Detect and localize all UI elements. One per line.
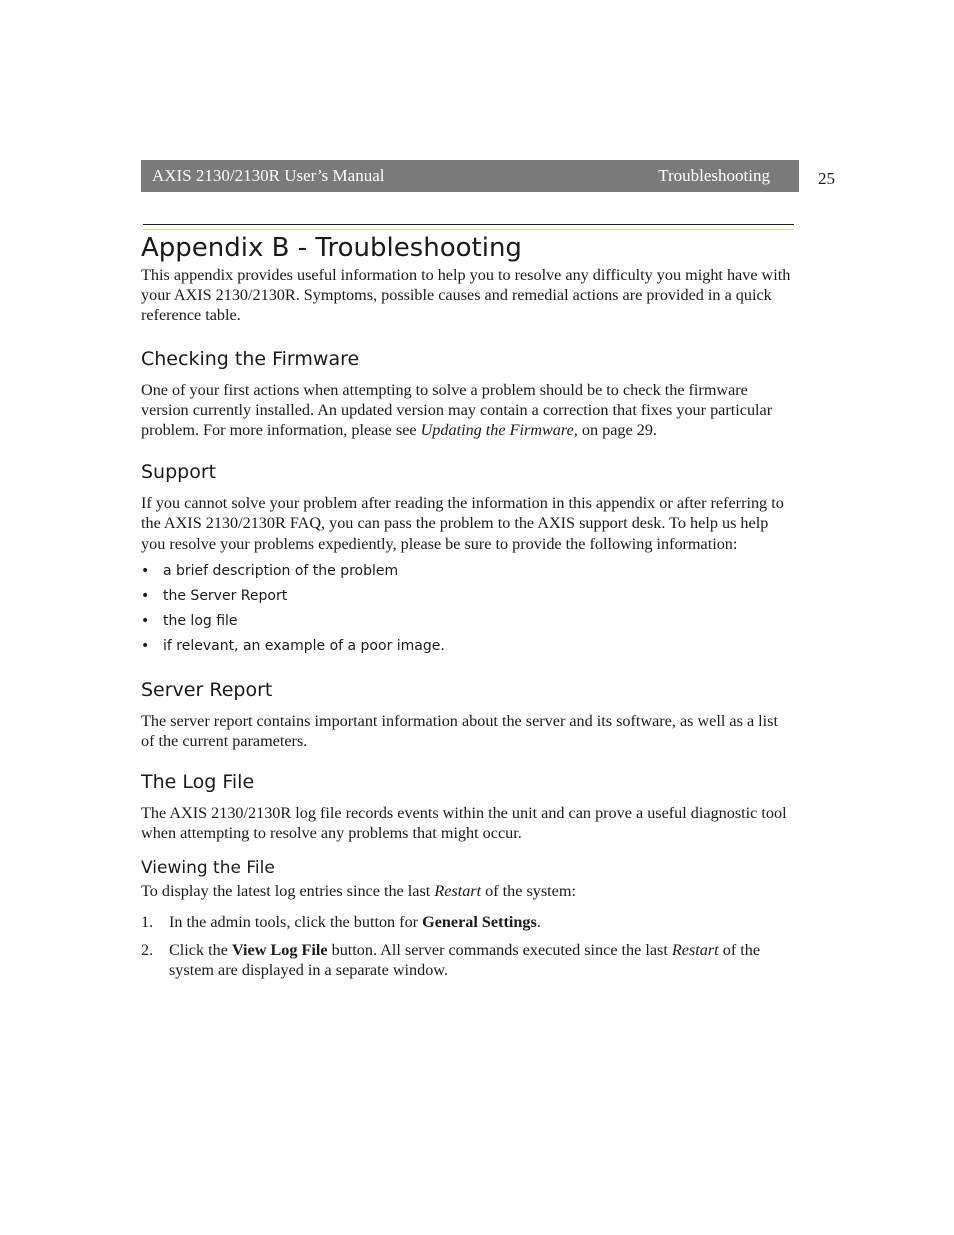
- view-log-file-label: View Log File: [231, 941, 328, 960]
- bullet-icon: •: [141, 562, 150, 579]
- general-settings-label: General Settings: [422, 912, 537, 931]
- section-name: Troubleshooting: [658, 166, 770, 185]
- header-rule: [143, 224, 794, 225]
- step-item: 1. In the admin tools, click the button for General Settings.: [141, 912, 541, 931]
- viewing-file-heading: Viewing the File: [141, 857, 275, 878]
- bullet-icon: •: [141, 637, 150, 654]
- running-header: [141, 160, 799, 192]
- manual-title: AXIS 2130/2130R User’s Manual: [152, 166, 385, 185]
- server-report-heading: Server Report: [141, 678, 273, 701]
- bullet-icon: •: [141, 587, 150, 604]
- log-file-heading: The Log File: [141, 771, 255, 794]
- list-item: • if relevant, an example of a poor image.: [141, 634, 793, 659]
- support-info-list: [141, 559, 793, 659]
- viewing-intro: To display the latest log entries since the last Restart of the system:: [141, 881, 576, 900]
- page-content: [141, 231, 793, 980]
- header-rule-accent: [143, 229, 794, 230]
- support-paragraph: If you cannot solve your problem after reading the information in this appendix or after referring to the AXIS 2130/2130R FAQ, you can pass the problem to the AXIS support desk. To help us help you resolve your problems expediently, please be sure to provide the following information:: [141, 494, 784, 553]
- support-heading: Support: [141, 461, 217, 484]
- list-item: • the Server Report: [141, 584, 793, 609]
- firmware-heading: Checking the Firmware: [141, 347, 360, 370]
- bullet-icon: •: [141, 612, 150, 629]
- intro-paragraph: This appendix provides useful information to help you to resolve any difficulty you might have with your AXIS 2130/2130R. Symptoms, possible causes and remedial actions are provided in a quick reference table.: [141, 266, 791, 325]
- server-report-paragraph: The server report contains important information about the server and its software, as well as a list of the current parameters.: [141, 711, 778, 751]
- step-item: 2. Click the View Log File button. All server commands executed since the last Restart of the system are displayed in a separate window.: [141, 941, 761, 980]
- firmware-paragraph: One of your first actions when attempting to solve a problem should be to check the firmware version currently installed. An updated version may contain a correction that fixes your particular problem. For more information, please see Updating the Firmware, on page 29.: [141, 380, 773, 440]
- viewing-steps: [141, 912, 793, 981]
- page-title: Appendix B - Troubleshooting: [141, 233, 522, 263]
- firmware-cross-reference[interactable]: Updating the Firmware,: [420, 421, 578, 440]
- list-item: • the log file: [141, 609, 793, 634]
- list-item: • a brief description of the problem: [141, 559, 793, 584]
- log-file-paragraph: The AXIS 2130/2130R log file records events within the unit and can prove a useful diagnostic tool when attempting to resolve any problems that might occur.: [141, 804, 787, 843]
- page-number: 25: [818, 169, 835, 188]
